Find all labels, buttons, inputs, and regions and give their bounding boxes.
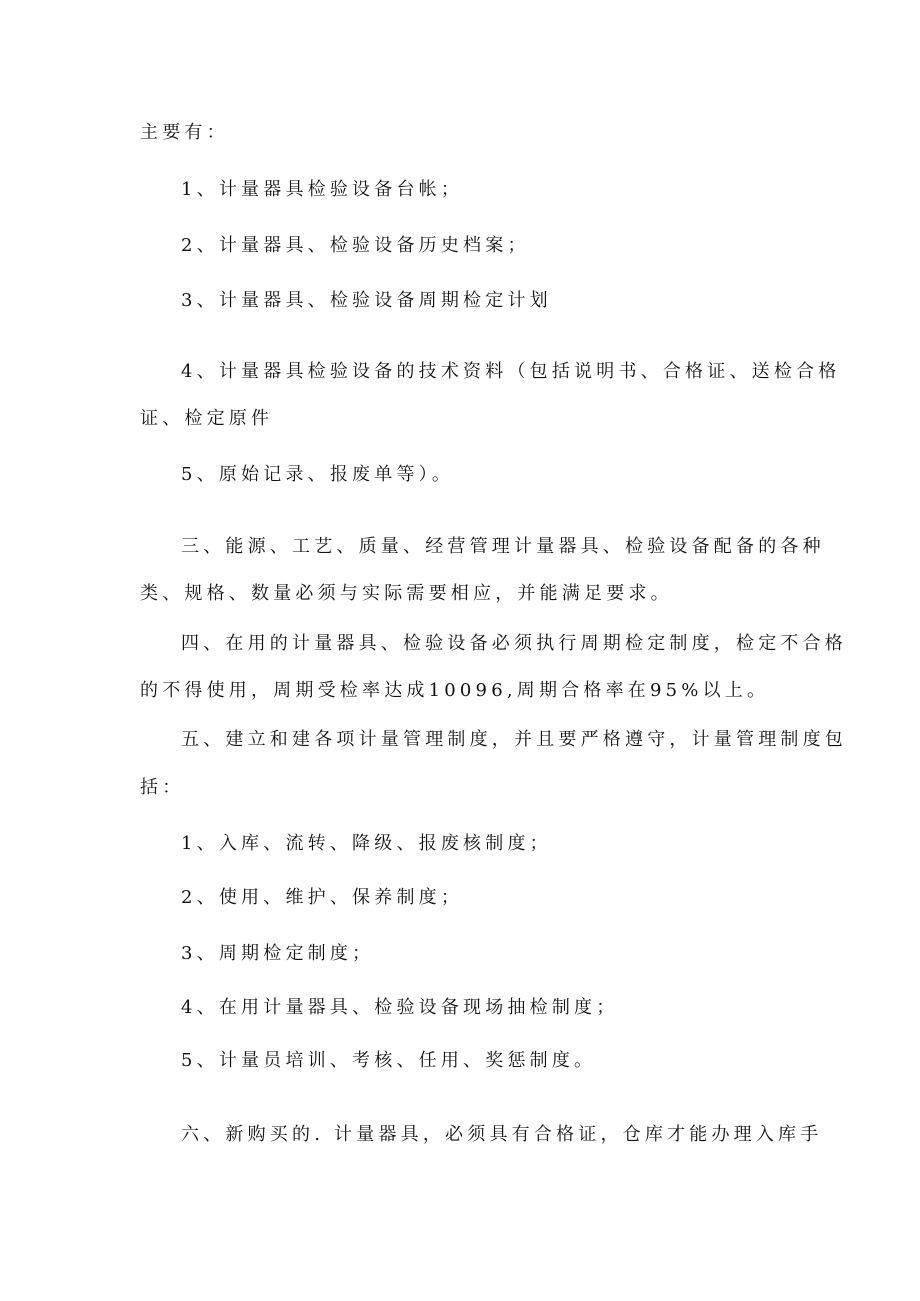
rule-item-periodic-verification: 3、周期检定制度； — [181, 943, 375, 964]
section-three-line-2: 类、规格、数量必须与实际需要相应，并能满足要求。 — [140, 583, 673, 604]
rule-item-training: 5、计量员培训、考核、任用、奖惩制度。 — [181, 1050, 597, 1071]
rule-item-storage: 1、入库、流转、降级、报废核制度； — [181, 833, 552, 854]
list-item-verification-plan: 3、计量器具、检验设备周期检定计划 — [181, 290, 552, 311]
rule-item-maintenance: 2、使用、维护、保养制度； — [181, 887, 464, 908]
list-item-technical-data-continued: 证、检定原件 — [140, 408, 274, 429]
list-item-original-records: 5、原始记录、报废单等）。 — [181, 464, 455, 485]
rule-item-spot-check: 4、在用计量器具、检验设备现场抽检制度； — [181, 997, 619, 1018]
section-six-line-1: 六、新购买的. 计量器具，必须具有合格证，仓库才能办理入库手 — [181, 1124, 823, 1145]
list-item-technical-data: 4、计量器具检验设备的技术资料（包括说明书、合格证、送检合格 — [181, 361, 841, 382]
list-item-ledger: 1、计量器具检验设备台帐； — [181, 179, 464, 200]
section-four-line-1: 四、在用的计量器具、检验设备必须执行周期检定制度，检定不合格 — [181, 633, 847, 654]
section-three-line-1: 三、能源、工艺、质量、经营管理计量器具、检验设备配备的各种 — [181, 536, 825, 557]
section-five-line-2: 括： — [140, 777, 185, 798]
list-item-history-archive: 2、计量器具、检验设备历史档案； — [181, 235, 530, 256]
text-line-intro: 主要有： — [140, 122, 229, 143]
section-four-line-2: 的不得使用，周期受检率达成10096,周期合格率在95%以上。 — [140, 680, 770, 701]
section-five-line-1: 五、建立和建各项计量管理制度，并且要严格遵守，计量管理制度包 — [181, 729, 847, 750]
